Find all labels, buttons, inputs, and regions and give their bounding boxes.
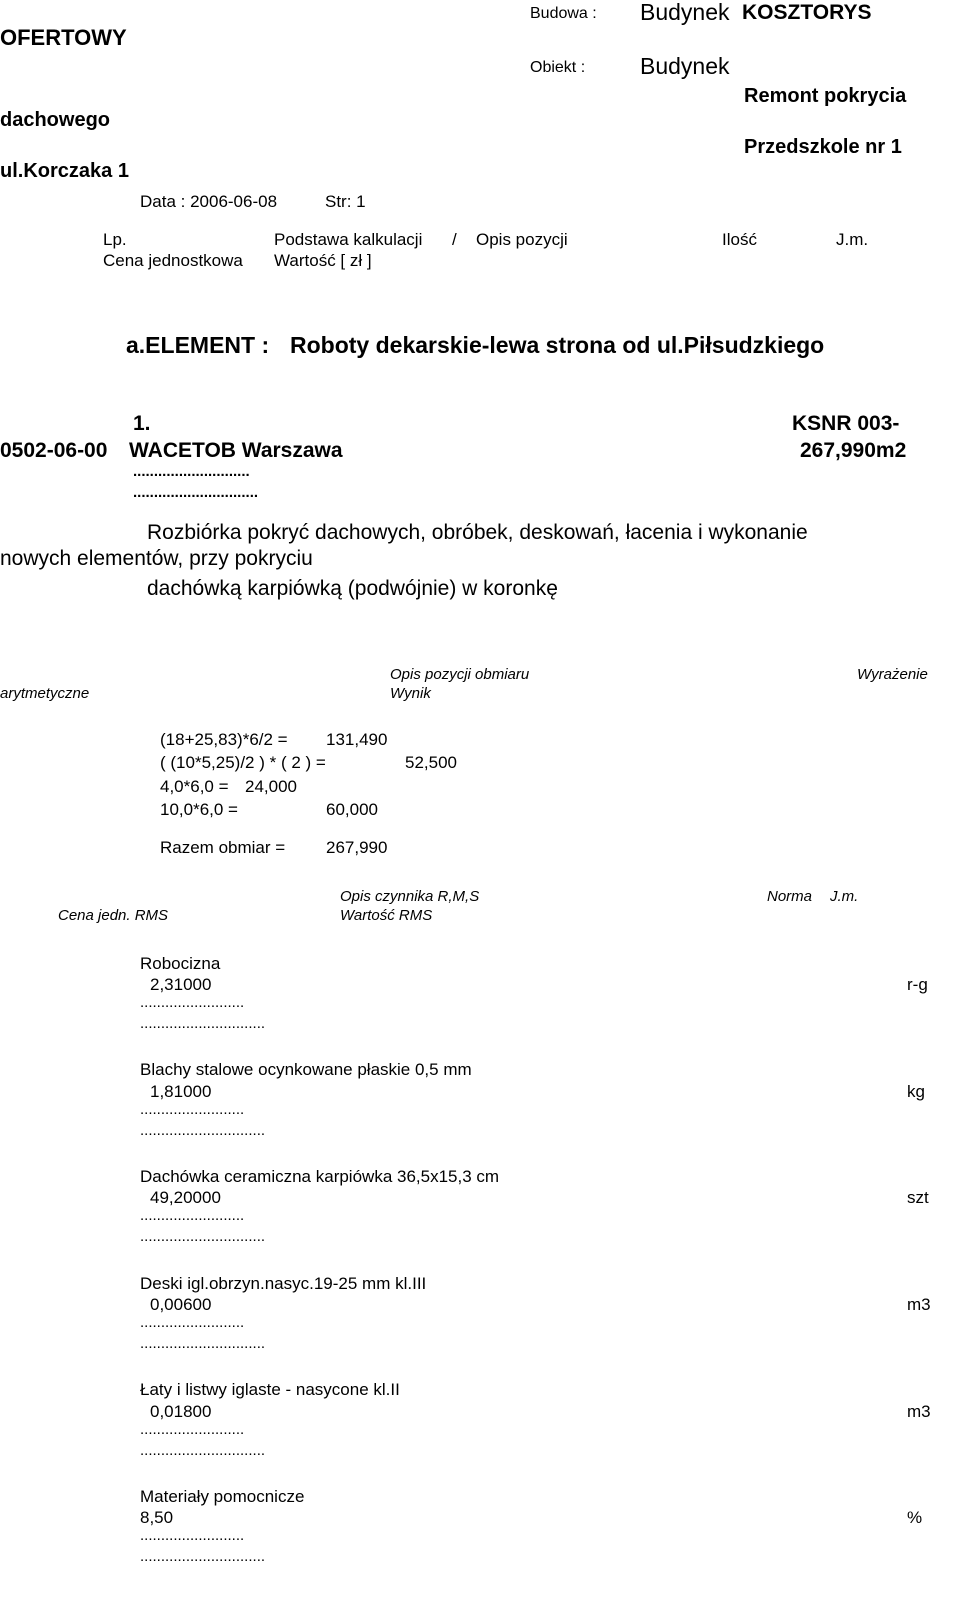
document-title: OFERTOWY — [0, 25, 127, 50]
przedszkole-title: Przedszkole nr 1 — [744, 136, 902, 158]
total-value: 267,990 — [326, 838, 388, 857]
col-podstawa: Podstawa kalkulacji — [274, 230, 423, 249]
rms-unit: m3 — [907, 1295, 931, 1314]
rms-name: Dachówka ceramiczna karpiówka 36,5x15,3 cm — [140, 1167, 500, 1186]
rms-norma: 49,20000 — [150, 1188, 221, 1207]
budowa-label: Budowa : — [530, 5, 597, 22]
rms-header-wartosc: Wartość RMS — [340, 907, 433, 924]
col-opis: Opis pozycji — [476, 230, 568, 249]
calc-result: 24,000 — [245, 777, 297, 796]
rms-norma: 1,81000 — [150, 1082, 212, 1101]
col-wartosc: Wartość [ zł ] — [274, 251, 372, 270]
rms-name: Deski igl.obrzyn.nasyc.19-25 mm kl.III — [140, 1274, 427, 1293]
rms-norma: 8,50 — [140, 1508, 174, 1527]
calc-expression: 4,0*6,0 = — [160, 777, 229, 796]
dotted-leader: .............................. — [140, 1015, 266, 1032]
measure-header-arytmetyczne: arytmetyczne — [0, 685, 90, 702]
position-number: 1. — [133, 412, 151, 435]
rms-header-opis: Opis czynnika R,M,S — [340, 888, 480, 905]
measure-header-wynik: Wynik — [390, 685, 431, 702]
dotted-leader: .............................. — [140, 1548, 266, 1565]
dotted-leader: ......................... — [140, 1527, 245, 1544]
rms-norma: 0,00600 — [150, 1295, 212, 1314]
position-code: 0502-06-00 — [0, 439, 108, 462]
position-source: WACETOB Warszawa — [129, 439, 343, 462]
position-quantity: 267,990m2 — [800, 439, 907, 462]
element-prefix: a.ELEMENT : — [126, 332, 270, 358]
position-description: Rozbiórka pokryć dachowych, obróbek, deskowań, łacenia i wykonanie — [147, 521, 808, 544]
dotted-leader: ......................... — [140, 994, 245, 1011]
remont-title: Remont pokrycia — [744, 85, 907, 107]
dotted-leader: .............................. — [140, 1228, 266, 1245]
rms-unit: m3 — [907, 1402, 931, 1421]
rms-unit: % — [907, 1508, 923, 1527]
dotted-leader: ............................ — [133, 463, 250, 480]
rms-norma: 0,01800 — [150, 1402, 212, 1421]
col-lp: Lp. — [103, 230, 127, 249]
dotted-leader: ......................... — [140, 1207, 245, 1224]
position-ksnr: KSNR 003- — [792, 412, 900, 435]
budowa-value: Budynek — [640, 0, 730, 25]
calc-result: 52,500 — [405, 753, 457, 772]
kosztorys-title: KOSZTORYS — [742, 1, 872, 24]
rms-name: Łaty i listwy iglaste - nasycone kl.II — [140, 1380, 400, 1399]
dotted-leader: .............................. — [140, 1122, 266, 1139]
rms-norma: 2,31000 — [150, 975, 212, 994]
rms-unit: szt — [907, 1188, 929, 1207]
dotted-leader: ......................... — [140, 1101, 245, 1118]
date-label: Data : 2006-06-08 — [140, 192, 278, 211]
total-label: Razem obmiar = — [160, 838, 286, 857]
col-cena: Cena jednostkowa — [103, 251, 243, 270]
ulica-title: ul.Korczaka 1 — [0, 160, 129, 182]
rms-unit: kg — [907, 1082, 925, 1101]
dachowego-title: dachowego — [0, 109, 111, 131]
obiekt-value: Budynek — [640, 53, 730, 79]
dotted-leader: .............................. — [140, 1442, 266, 1459]
rms-unit: r-g — [907, 975, 928, 994]
dotted-leader: ......................... — [140, 1314, 245, 1331]
rms-header-jm: J.m. — [830, 888, 859, 905]
col-slash: / — [452, 230, 457, 249]
rms-name: Blachy stalowe ocynkowane płaskie 0,5 mm — [140, 1060, 472, 1079]
calc-result: 131,490 — [326, 730, 388, 749]
position-description: nowych elementów, przy pokryciu — [0, 547, 313, 570]
element-name: Roboty dekarskie-lewa strona od ul.Piłsudzkiego — [290, 332, 825, 358]
obiekt-label: Obiekt : — [530, 59, 586, 76]
dotted-leader: .............................. — [133, 484, 259, 501]
calc-expression: 10,0*6,0 = — [160, 800, 238, 819]
measure-header-wyrazenie: Wyrażenie — [857, 666, 928, 683]
col-jm: J.m. — [836, 230, 869, 249]
dotted-leader: .............................. — [140, 1335, 266, 1352]
dotted-leader: ......................... — [140, 1421, 245, 1438]
rms-header-cena: Cena jedn. RMS — [58, 907, 169, 924]
col-ilosc: Ilość — [722, 230, 757, 249]
rms-name: Robocizna — [140, 954, 221, 973]
calc-expression: (18+25,83)*6/2 = — [160, 730, 288, 749]
page-number: Str: 1 — [325, 192, 366, 211]
rms-name: Materiały pomocnicze — [140, 1487, 305, 1506]
calc-result: 60,000 — [326, 800, 378, 819]
measure-header-opis: Opis pozycji obmiaru — [390, 666, 530, 683]
calc-expression: ( (10*5,25)/2 ) * ( 2 ) = — [160, 753, 326, 772]
position-description: dachówką karpiówką (podwójnie) w koronkę — [147, 577, 558, 600]
rms-header-norma: Norma — [767, 888, 813, 905]
